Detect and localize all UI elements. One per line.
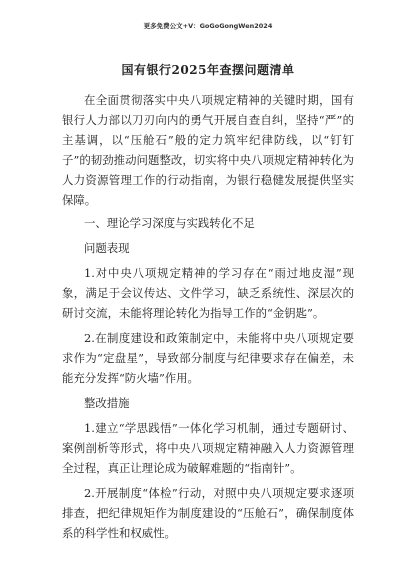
header-note: 更多免费公文+V：GoGoGongWen2024 (143, 22, 273, 30)
measure-item-1: 1.建立“学思践悟”一体化学习机制，通过专题研讨、案例剖析等形式，将中央八项规定精神融入人力资源管理全过程，真正让理论成为破解难题的“指南针”。 (62, 421, 354, 475)
measure-item-2: 2.开展制度“体检”行动，对照中央八项规定要求逐项排查，把纪律规矩作为制度建设的“压舱石”，确保制度体系的科学性和权威性。 (62, 486, 354, 540)
problem-item-1: 1.对中央八项规定精神的学习存在“雨过地皮湿”现象，满足于会议传达、文件学习，缺乏系统性、深层次的研讨交流，未能将理论转化为指导工作的“金钥匙”。 (62, 266, 354, 320)
measures-label: 整改措施 (84, 396, 130, 410)
document-title: 国有银行2025年查摆问题清单 (121, 63, 295, 77)
problems-label: 问题表现 (84, 241, 130, 255)
intro-paragraph: 在全面贯彻落实中央八项规定精神的关键时期，国有银行人力部以刀刃向内的勇气开展自查自纠，坚持“严”的主基调，以“压舱石”般的定力筑牢纪律防线，以“钉钉子”的韧劲推动问题整改，切实将中央八项规定精神转化为人力资源管理工作的行动指南，为银行稳健发展提供坚实保障。 (62, 93, 354, 207)
section-heading: 一、理论学习深度与实践转化不足 (84, 216, 255, 230)
problem-item-2: 2.在制度建设和政策制定中，未能将中央八项规定要求作为“定盘星”，导致部分制度与纪律要求存在偏差，未能充分发挥“防火墙”作用。 (62, 331, 354, 385)
